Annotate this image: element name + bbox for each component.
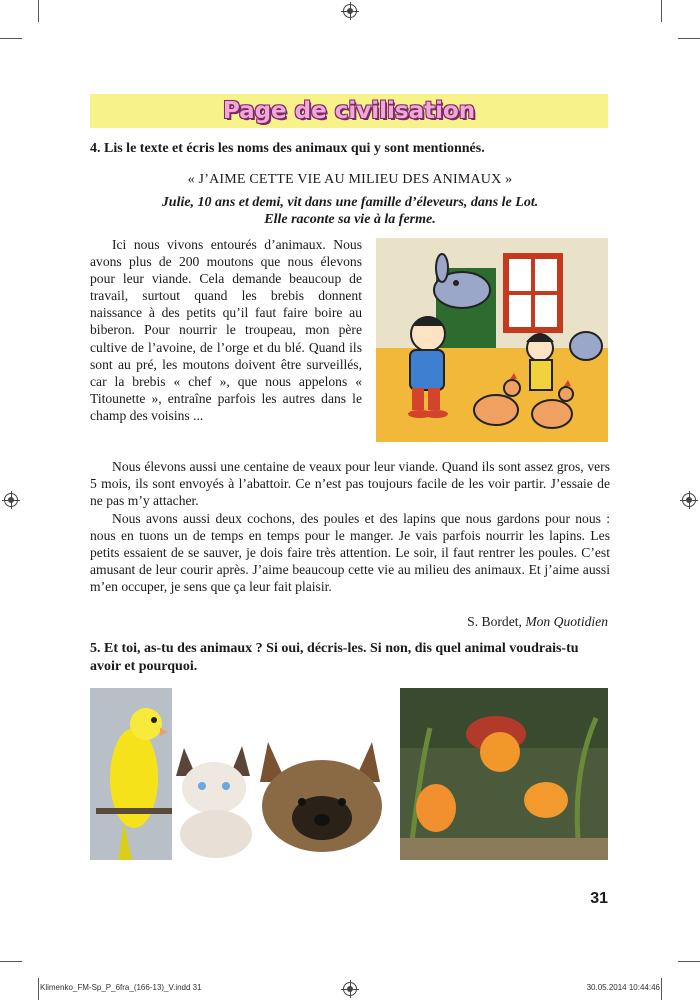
source-author: S. Bordet, xyxy=(467,614,526,629)
crop-mark xyxy=(0,961,22,962)
crop-mark xyxy=(38,0,39,22)
crop-mark xyxy=(678,38,700,39)
aquarium-fish-photo xyxy=(400,688,608,860)
page-number: 31 xyxy=(590,890,608,907)
section-banner xyxy=(90,94,608,128)
crop-mark xyxy=(661,978,662,1000)
crop-mark xyxy=(678,961,700,962)
article-paragraph-1: Ici nous vivons entourés d’animaux. Nous avons plus de 200 moutons que nous élevons pour leur viande. Cela demande beaucoup de travail, surtout quand les brebis donnent naissance à des petits qu’il faut faire boire au biberon. Pour nourrir le troupeau, mon père cultive de l’avoine, de l’orge et du blé. Quand ils sont au pré, les moutons doivent être surveillés, car la brebis « chef », que nous appelons « Titounette », entraîne parfois les autres dans le champ des voisins ... xyxy=(90,237,362,423)
article-subhead xyxy=(90,194,610,228)
budgie-photo xyxy=(90,688,172,860)
subhead-line: Julie, 10 ans et demi, vit dans une famille d’éleveurs, dans le Lot. xyxy=(161,195,539,210)
footer-timestamp: 30.05.2014 10:44:46 xyxy=(586,983,660,992)
source-title: Mon Quotidien xyxy=(525,614,608,629)
article-headline: « J’AIME CETTE VIE AU MILIEU DES ANIMAUX » xyxy=(187,172,513,187)
section-title: Page de civilisation xyxy=(222,98,476,124)
farm-cartoon-illustration xyxy=(376,238,608,442)
registration-mark-icon xyxy=(343,4,357,18)
registration-mark-icon xyxy=(343,982,357,996)
task-4-instruction: 4. Lis le texte et écris les noms des animaux qui y sont mentionnés. xyxy=(90,141,485,156)
crop-mark xyxy=(0,38,22,39)
footer-file-info: Klimenko_FM-Sp_P_6fra_(166-13)_V.indd 31 xyxy=(40,983,202,992)
registration-mark-icon xyxy=(4,493,18,507)
kitten-puppy-photo xyxy=(176,736,398,860)
crop-mark xyxy=(661,0,662,22)
task-5-instruction: 5. Et toi, as-tu des animaux ? Si oui, décris-les. Si non, dis quel animal voudrais-tu avoir et pourquoi. xyxy=(90,641,579,674)
article-paragraph-3: Nous avons aussi deux cochons, des poules et des lapins que nous gardons pour nous : nous en tuons un de temps en temps pour le manger. Je vais parfois nourrir les lapins. Les petits essaient de se sauver, je dois faire très attention. Le soir, il faut rentrer les poules. C’est amusant de leur courir après. J’aime beaucoup cette vie au milieu des animaux. Et j’aime aussi m’en occuper, je sens que ça leur fait plaisir. xyxy=(90,511,610,595)
crop-mark xyxy=(38,978,39,1000)
subhead-line: Elle raconte sa vie à la ferme. xyxy=(264,212,436,227)
article-source xyxy=(467,614,608,630)
registration-mark-icon xyxy=(682,493,696,507)
article-paragraph-2: Nous élevons aussi une centaine de veaux pour leur viande. Quand ils sont assez gros, vers 5 mois, ils sont envoyés à l’abattoir. Ce n’est pas toujours facile de les voir partir. J’essaie de ne pas m’y attacher. xyxy=(90,459,610,509)
